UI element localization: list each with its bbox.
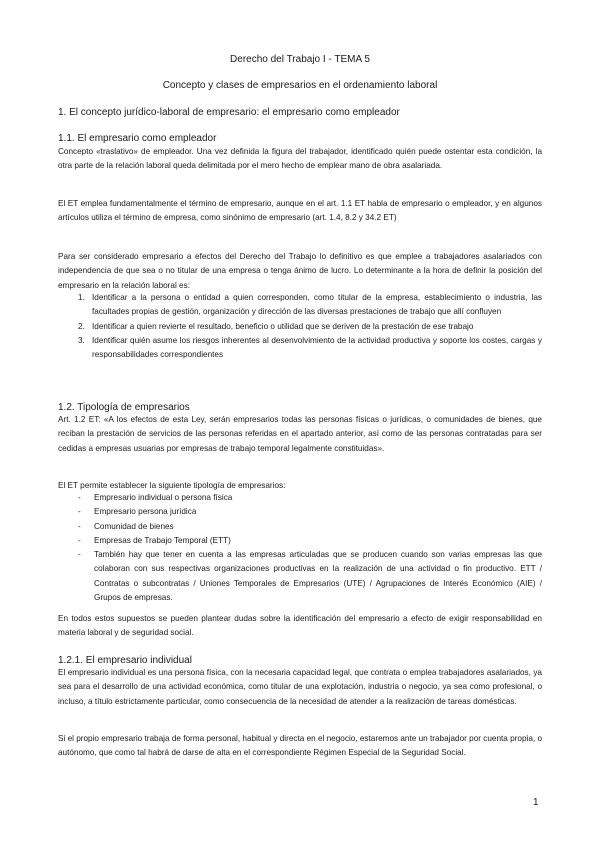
list-item [58,334,542,363]
list-item [58,548,542,605]
item-text: Identificar a la persona o entidad a quien corresponden, como titular de la empresa, establecimiento o industria, las facultades propias de gestión, organización y dirección de las diversas prestaciones de trabajo que allí confluyen [92,293,542,317]
section-1-2-1-paragraph-2: Si el propio empresario trabaja de forma personal, habitual y directa en el negocio, estaremos ante un trabajador por cuenta propia, o autónomo, que como tal habrá de darse de alta en el correspondiente Régimen Especial de la Seguridad Social. [58,734,542,758]
item-text: Empresario persona jurídica [94,507,197,517]
list-item [58,520,542,534]
course-title: Derecho del Trabajo I - TEMA 5 [230,54,370,65]
item-number: 1. [78,293,85,302]
list-item [58,320,542,334]
employer-types-list [58,491,542,605]
list-item [58,534,542,548]
item-text: Identificar quién asume los riesgos inherentes al desenvolvimiento de la actividad productiva y soporte los costes, cargas y responsabilidades correspondientes [92,335,542,360]
dash-bullet: - [78,535,81,545]
determining-criteria-list [58,291,542,362]
section-1-1-paragraph-2: El ET emplea fundamentalmente el término de empresario, aunque en el art. 1.1 ET habla de empresario o empleador, y en algunos artículos utiliza el término de empresa, como sinónimo de empresario (art. 1.4, 8.2 y 34.2 ET) [58,199,542,223]
section-1-heading: 1. El concepto jurídico-laboral de empresario: el empresario como empleador [58,107,400,118]
section-1-2-1-heading: 1.2.1. El empresario individual [58,655,192,666]
dash-bullet: - [78,521,81,531]
section-1-2-heading: 1.2. Tipología de empresarios [58,402,190,413]
section-1-1-paragraph-3: Para ser considerado empresario a efectos del Derecho del Trabajo lo definitivo es que emplee a trabajadores asalariados con independencia de que sea o no titular de una empresa o tenga ánimo de lucro. Lo determinante a la hora de definir la posición del empresario en la relación laboral es: [58,252,542,290]
item-number: 2. [78,321,85,331]
item-number: 3. [78,335,85,345]
dash-bullet: - [78,493,81,502]
dash-bullet: - [78,550,81,560]
section-1-1-heading: 1.1. El empresario como empleador [58,133,217,144]
section-1-2-paragraph-3: En todos estos supuestos se pueden plantear dudas sobre la identificación del empresario a efecto de exigir responsabilidad en materia laboral y de seguridad social. [58,614,542,638]
topic-title: Concepto y clases de empresarios en el ordenamiento laboral [162,80,438,91]
page-number: 1 [533,797,539,808]
item-text: Identificar a quien revierte el resultado, beneficio o utilidad que se deriven de la prestación de ese trabajo [92,321,474,331]
item-text: Empresas de Trabajo Temporal (ETT) [94,535,231,545]
section-1-2-1-paragraph-1: El empresario individual es una persona física, con la necesaria capacidad legal, que contrata o emplea trabajadores asalariados, ya sea para el desarrollo de una actividad económica, como titular de una explotación, industria o negocio, ya sea como profesional, o incluso, a título estrictamente particular, como consecuencia de la necesidad de atender a la realización de tareas domésticas. [58,668,542,706]
dash-bullet: - [78,507,81,517]
item-text: Comunidad de bienes [94,521,174,531]
item-text: También hay que tener en cuenta a las empresas articuladas que se producen cuando son varias empresas las que colaboran con sus respectivas organizaciones productivas en la realización de una actividad o fin productivo. ETT / Contratas o subcontratas / Uniones Temporales de Empresarios (UTE) / Agrupaciones de Interés Económico (AIE) / Grupos de empresas. [94,550,542,603]
item-text: Empresario individual o persona física [94,493,233,502]
section-1-2-paragraph-2: El ET permite establecer la siguiente tipología de empresarios: [58,481,286,490]
list-item [58,491,542,505]
section-1-1-paragraph-1: Concepto «traslativo» de empleador. Una vez definida la figura del trabajador, identificado quién puede ostentar esta condición, la otra parte de la relación laboral queda delimitada por el mero hecho de emplear mano de obra asalariada. [58,147,542,171]
section-1-2-paragraph-1: Art. 1.2 ET: «A los efectos de esta Ley, serán empresarios todas las personas físicas o jurídicas, o comunidades de bienes, que reciban la prestación de servicios de las personas referidas en el apartado anterior, así como de las personas contratadas para ser cedidas a empresas usuarias por empresas de trabajo temporal legalmente constituidas». [58,415,542,453]
list-item [58,291,542,320]
list-item [58,505,542,519]
